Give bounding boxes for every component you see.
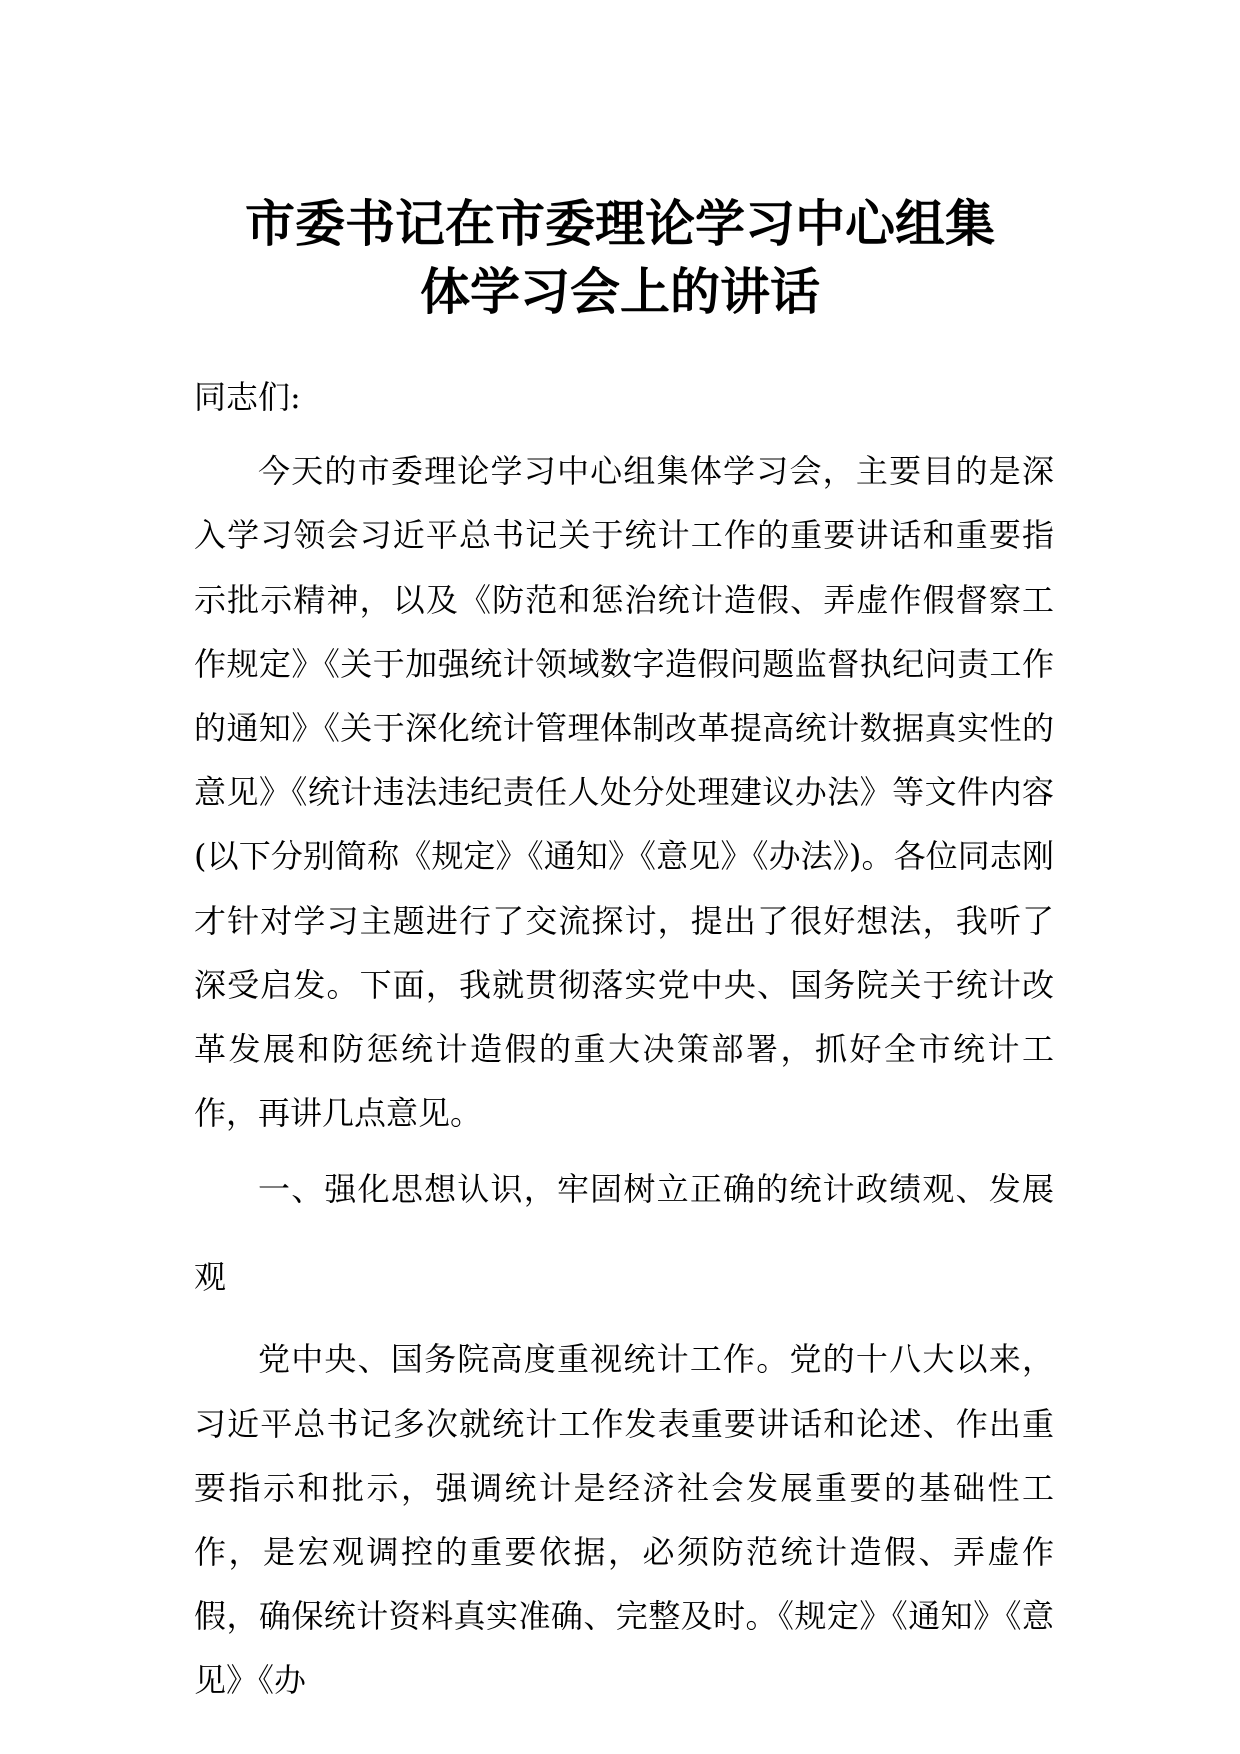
document-body [194,365,1054,1713]
title-line-2: 体学习会上的讲话 [420,263,820,321]
salutation: 同志们: [194,378,301,416]
section-heading-1: 一、强化思想认识，牢固树立正确的统计政绩观、发展观 [194,1170,1054,1297]
title-line-1: 市委书记在市委理论学习中心组集 [245,195,995,253]
paragraph-intro: 今天的市委理论学习中心组集体学习会，主要目的是深入学习领会习近平总书记关于统计工作的重要讲话和重要指示批示精神，以及《防范和惩治统计造假、弄虚作假督察工作规定》《关于加强统计领域数字造假问题监督执纪问责工作的通知》《关于深化统计管理体制改革提高统计数据真实性的意见》《统计违法违纪责任人处分处理建议办法》等文件内容(以下分别简称《规定》《通知》《意见》《办法》)。各位同志刚才针对学习主题进行了交流探讨，提出了很好想法，我听了深受启发。下面，我就贯彻落实党中央、国务院关于统计改革发展和防惩统计造假的重大决策部署，抓好全市统计工作，再讲几点意见。 [194,452,1054,1133]
document-title [150,190,1090,326]
paragraph-section-1: 党中央、国务院高度重视统计工作。党的十八大以来，习近平总书记多次就统计工作发表重要讲话和论述、作出重要指示和批示，强调统计是经济社会发展重要的基础性工作，是宏观调控的重要依据，必须防范统计造假、弄虚作假，确保统计资料真实准确、完整及时。《规定》《通知》《意见》《办 [194,1340,1054,1700]
